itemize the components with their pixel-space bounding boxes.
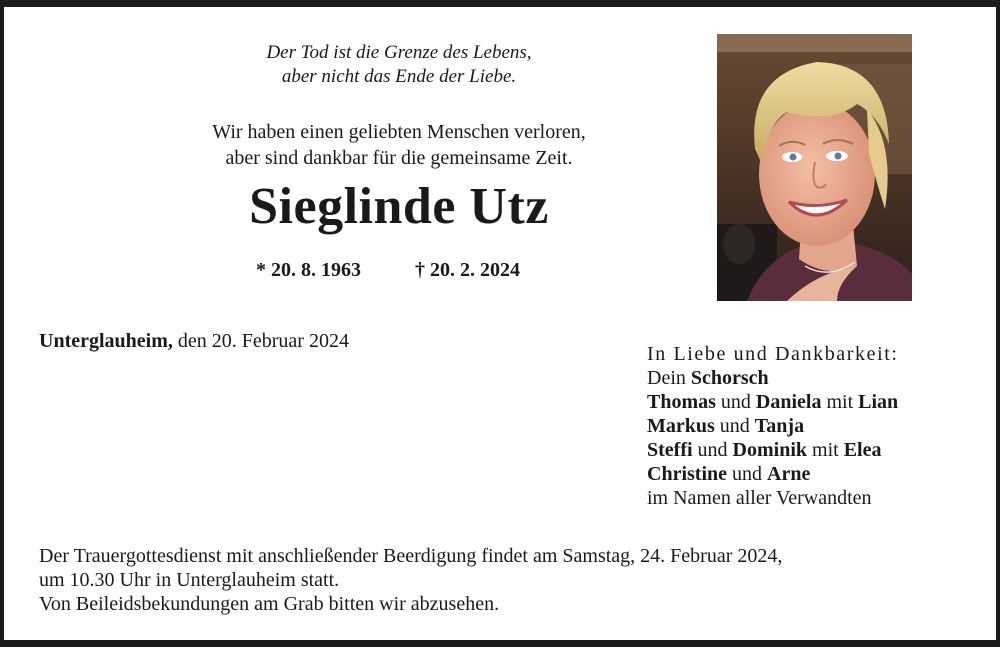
family-text: und xyxy=(715,391,756,413)
family-member: Steffi xyxy=(647,439,693,461)
service-line-1: Der Trauergottesdienst mit anschließender Beerdigung findet am Samstag, 24. Februar 2024, xyxy=(39,545,783,567)
intro-line-2: aber sind dankbar für die gemeinsame Zeit. xyxy=(225,147,573,169)
birth-date: * 20. 8. 1963 xyxy=(256,259,361,281)
place-date-line xyxy=(39,328,349,354)
family-member: Dominik xyxy=(732,439,808,461)
deceased-name: Sieglinde Utz xyxy=(249,178,549,235)
quote xyxy=(104,41,694,89)
quote-line-1: Der Tod ist die Grenze des Lebens, xyxy=(266,42,532,63)
family-row xyxy=(647,462,899,486)
family-member: Christine xyxy=(647,463,727,485)
family-text: und xyxy=(714,415,755,437)
intro-line-1: Wir haben einen geliebten Menschen verloren, xyxy=(212,121,586,143)
family-member: Schorsch xyxy=(690,367,769,389)
death-date: † 20. 2. 2024 xyxy=(415,259,520,281)
family-closing: im Namen aller Verwandten xyxy=(647,487,872,509)
place-date: den 20. Februar 2024 xyxy=(172,330,349,352)
family-member: Daniela xyxy=(755,391,822,413)
family-member: Lian xyxy=(858,391,899,413)
family-text: und xyxy=(727,463,767,485)
family-member: Tanja xyxy=(754,415,805,437)
portrait-illustration xyxy=(717,34,912,301)
family-member: Arne xyxy=(767,463,811,485)
intro-text xyxy=(104,119,694,171)
family-text: mit xyxy=(821,391,859,413)
family-row xyxy=(647,414,899,438)
place-town: Unterglauheim, xyxy=(39,330,173,352)
family-row xyxy=(647,438,899,462)
service-notice xyxy=(39,544,782,616)
family-heading: In Liebe und Dankbarkeit: xyxy=(647,343,899,365)
family-member: Markus xyxy=(647,415,715,437)
family-member: Elea xyxy=(843,439,882,461)
family-text: Dein xyxy=(647,367,691,389)
family-text: mit xyxy=(807,439,844,461)
family-row xyxy=(647,366,899,390)
portrait-photo xyxy=(717,34,912,301)
service-line-2: um 10.30 Uhr in Unterglauheim statt. xyxy=(39,569,340,591)
service-line-3: Von Beileidsbekundungen am Grab bitten wir abzusehen. xyxy=(39,593,500,615)
family-text: und xyxy=(692,439,733,461)
family-member: Thomas xyxy=(647,391,716,413)
family-list xyxy=(647,342,899,510)
quote-line-2: aber nicht das Ende der Liebe. xyxy=(281,66,517,87)
family-row xyxy=(647,390,899,414)
